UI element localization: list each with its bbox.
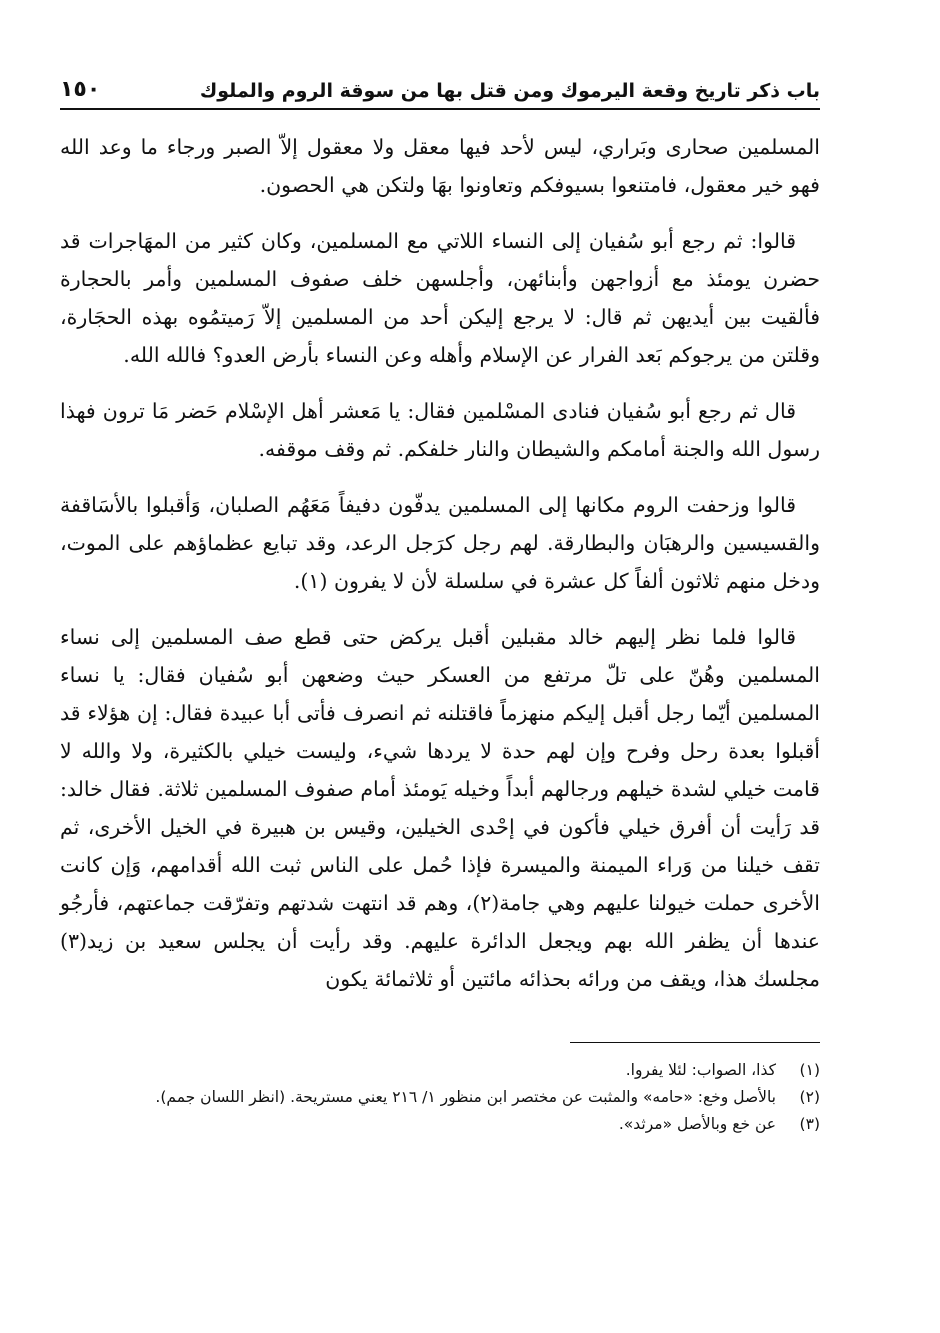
- footnote-marker: (١): [799, 1061, 820, 1079]
- book-page: [60, 62, 820, 1138]
- footnotes: [60, 1057, 820, 1138]
- header-rule: [60, 108, 820, 110]
- paragraph: قالوا: ثم رجع أبو سُفيان إلى النساء اللاتي مع المسلمين، وكان كثير من المهَاجرات قد حضرن يومئذ مع أزواجهن وأبنائهن، وأجلسهن خلف صفوف المسلمين وأمر بالحجارة فألقيت بين أيديهن ثم قال: لا يرجع إليكن أحد من المسلمين إلاّ رَميتمُوه بهذه الحجَارة، وقلتن من يرجوكم بَعد الفرار عن الإسلام وأهله وعن النساء بأرض العدو؟ فالله الله.: [60, 229, 820, 367]
- paragraph: قال ثم رجع أبو سُفيان فنادى المسْلمين فقال: يا مَعشر أهل الإسْلام حَضر مَا ترون فهذا رسول الله والجنة أمامكم والشيطان والنار خلفكم. ثم وقف موقفه.: [60, 399, 820, 461]
- footnote-rule: [570, 1042, 820, 1043]
- page-header: [60, 62, 820, 102]
- paragraph: المسلمين صحارى وبَراري، ليس لأحد فيها معقل ولا معقول إلاّ الصبر ورجاء ما وعد الله فهو خير معقول، فامتنعوا بسيوفكم وتعاونوا بهَا ولتكن هي الحصون.: [60, 135, 820, 197]
- footnote: [60, 1084, 820, 1111]
- footnote-text: بالأصل وخع: «حامه» والمثبت عن مختصر ابن منظور ١/ ٢١٦ يعني مستريحة. (انظر اللسان جمم).: [155, 1088, 776, 1106]
- page-number: ١٥٠: [60, 77, 101, 102]
- paragraph: قالوا فلما نظر إليهم خالد مقبلين أقبل يركض حتى قطع صف المسلمين إلى نساء المسلمين وهُنّ على تلّ مرتفع من العسكر حيث وضعهن أبو سُفيان فقال: يا نساء المسلمين أيّما رجل أقبل إليكم منهزماً فاقتلنه ثم انصرف فأتى أبا عبيدة فقال: إن هؤلاء قد أقبلوا بعدة رحل وفرح وإن لهم حدة لا يردها شيء، وليست خيلي بالكثيرة، ولا والله لا قامت خيلي لشدة خيلهم ورجالهم أبداً وخيله يَومئذ أمام صفوف المسلمين ثلاثة. فقال خالد: قد رَأيت أن أفرق خيلي فأكون في إحْدى الخيلين، وقيس بن هبيرة في الخيل الأخرى، ثم تقف خيلنا من وَراء الميمنة والميسرة فإذا حُمل على الناس ثبت الله أقدامهم، وَإن كانت الأخرى حملت خيولنا عليهم وهي جامة(٢)، وهم قد انتهت شدتهم وتفرّقت جماعتهم، فأرجُو عندها أن يظفر الله بهم ويجعل الدائرة عليهم. وقد رأيت أن يجلس سعيد بن زيد(٣) مجلسك هذا، ويقف من ورائه بحذائه مائتين أو ثلاثمائة يكون: [60, 625, 820, 991]
- running-title: باب ذكر تاريخ وقعة اليرموك ومن قتل بها من سوقة الروم والملوك: [199, 80, 820, 102]
- body-text: [60, 128, 820, 998]
- footnote: [60, 1057, 820, 1084]
- footnote-text: عن خع وبالأصل «مرثد».: [618, 1115, 776, 1133]
- footnote-marker: (٢): [799, 1088, 820, 1106]
- paragraph: قالوا وزحفت الروم مكانها إلى المسلمين يدفّون دفيفاً مَعَهُم الصلبان، وَأقبلوا بالأسَاقفة والقسيسين والرهبَان والبطارقة. لهم رجل كرَجل الرعد، وقد تبايع عظماؤهم على الموت، ودخل منهم ثلاثون ألفاً كل عشرة في سلسلة لأن لا يفرون (١).: [60, 493, 820, 593]
- footnote: [60, 1111, 820, 1138]
- footnote-marker: (٣): [799, 1115, 820, 1133]
- footnote-text: كذا، الصواب: لئلا يفروا.: [625, 1061, 776, 1079]
